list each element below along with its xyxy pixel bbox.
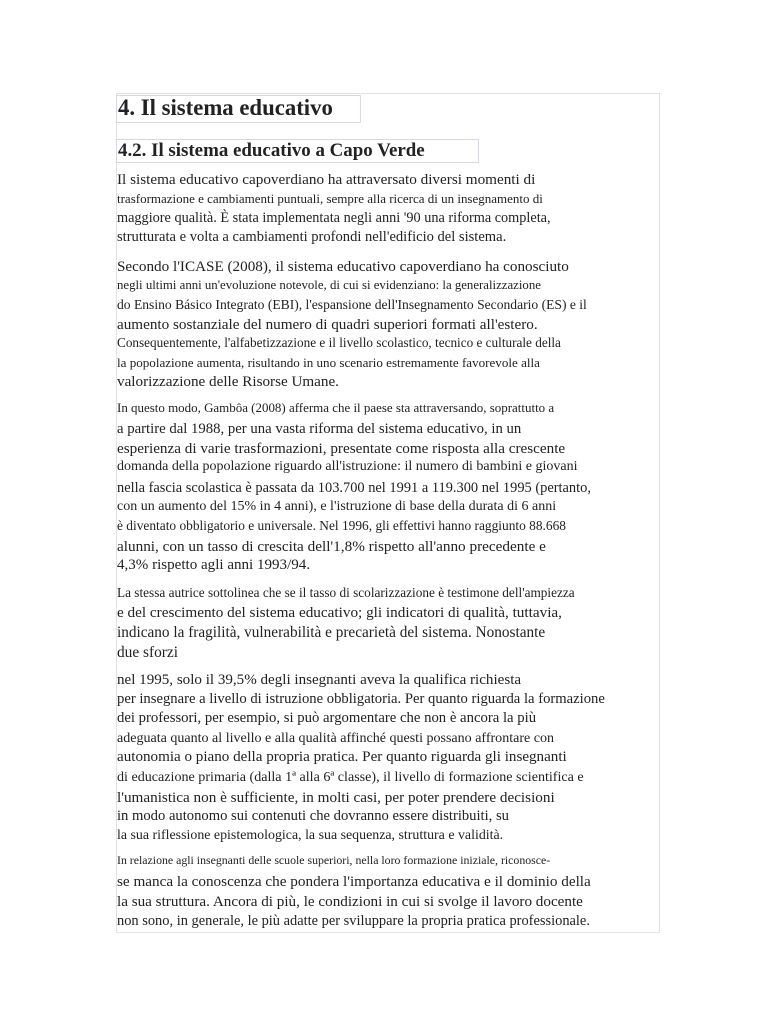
text-line: In questo modo, Gambôa (2008) afferma che il paese sta attraversando, soprattutto a	[117, 400, 555, 415]
text-line: a partire dal 1988, per una vasta riforma del sistema educativo, in un	[117, 421, 522, 437]
text-line: non sono, in generale, le più adatte per sviluppare la propria pratica professionale.	[117, 913, 590, 929]
text-line: la sua riflessione epistemologica, la sua sequenza, struttura e validità.	[117, 828, 504, 843]
text-line: Consequentemente, l'alfabetizzazione e il livello scolastico, tecnico e culturale della	[117, 335, 561, 350]
text-line: se manca la conoscenza che pondera l'importanza educativa e il dominio della	[117, 873, 591, 890]
text-line: indicano la fragilità, vulnerabilità e precarietà del sistema. Nonostante	[117, 624, 546, 641]
text-line: per insegnare a livello di istruzione obbligatoria. Per quanto riguarda la formazione	[117, 691, 605, 707]
text-line: dei professori, per esempio, si può argomentare che non è ancora la più	[117, 710, 537, 726]
text-line: con un aumento del 15% in 4 anni), e l'istruzione di base della durata di 6 anni	[117, 499, 557, 514]
subsection-heading-box	[116, 139, 479, 163]
text-line: Il sistema educativo capoverdiano ha attraversato diversi momenti di	[117, 171, 536, 188]
text-line: trasformazione e cambiamenti puntuali, sempre alla ricerca di un insegnamento di	[117, 191, 543, 206]
text-line: negli ultimi anni un'evoluzione notevole, di cui si evidenziano: la generalizzazione	[117, 278, 541, 292]
text-line: l'umanistica non è sufficiente, in molti casi, per poter prendere decisioni	[117, 789, 555, 806]
text-line: in modo autonomo sui contenuti che dovranno essere distribuiti, su	[117, 808, 509, 824]
text-line: In relazione agli insegnanti delle scuole superiori, nella loro formazione iniziale, riconosce-	[117, 853, 551, 867]
text-line: strutturata e volta a cambiamenti profondi nell'edificio del sistema.	[117, 229, 507, 245]
text-line: aumento sostanziale del numero di quadri superiori formati all'estero.	[117, 316, 538, 333]
text-line: autonomia o piano della propria pratica. Per quanto riguarda gli insegnanti	[117, 749, 567, 765]
text-line: Secondo l'ICASE (2008), il sistema educativo capoverdiano ha conosciuto	[117, 258, 569, 275]
text-line: domanda della popolazione riguardo all'istruzione: il numero di bambini e giovani	[117, 459, 578, 474]
text-line: do Ensino Básico Integrato (EBI), l'espansione dell'Insegnamento Secondario (ES) e il	[117, 297, 587, 312]
section-heading: 4. Il sistema educativo	[118, 95, 333, 120]
text-line: adeguata quanto al livello e alla qualità affinché questi possano affrontare con	[117, 730, 555, 746]
text-line: e del crescimento del sistema educativo; gli indicatori di qualità, tuttavia,	[117, 604, 562, 621]
text-line: 4,3% rispetto agli anni 1993/94.	[117, 557, 311, 573]
text-line: La stessa autrice sottolinea che se il tasso di scolarizzazione è testimone dell'ampiezza	[117, 585, 575, 600]
text-line: valorizzazione delle Risorse Umane.	[117, 373, 339, 390]
text-line: nella fascia scolastica è passata da 103.700 nel 1991 a 119.300 nel 1995 (pertanto,	[117, 480, 591, 496]
text-line: la sua struttura. Ancora di più, le condizioni in cui si svolge il lavoro docente	[117, 893, 583, 910]
subsection-heading: 4.2. Il sistema educativo a Capo Verde	[118, 139, 425, 161]
text-line: alunni, con un tasso di crescita dell'1,8% rispetto all'anno precedente e	[117, 538, 546, 555]
text-line: esperienza di varie trasformazioni, presentate come risposta alla crescente	[117, 440, 566, 457]
section-heading-box	[116, 95, 361, 123]
text-line: due sforzi	[117, 644, 178, 661]
text-line: di educazione primaria (dalla 1ª alla 6ª classe), il livello di formazione scientifica e	[117, 769, 584, 785]
text-line: nel 1995, solo il 39,5% degli insegnanti aveva la qualifica richiesta	[117, 672, 522, 688]
text-line: la popolazione aumenta, risultando in uno scenario estremamente favorevole alla	[117, 355, 540, 370]
text-line: è diventato obbligatorio e universale. Nel 1996, gli effettivi hanno raggiunto 88.668	[117, 518, 566, 533]
text-line: maggiore qualità. È stata implementata negli anni '90 una riforma completa,	[117, 210, 551, 226]
